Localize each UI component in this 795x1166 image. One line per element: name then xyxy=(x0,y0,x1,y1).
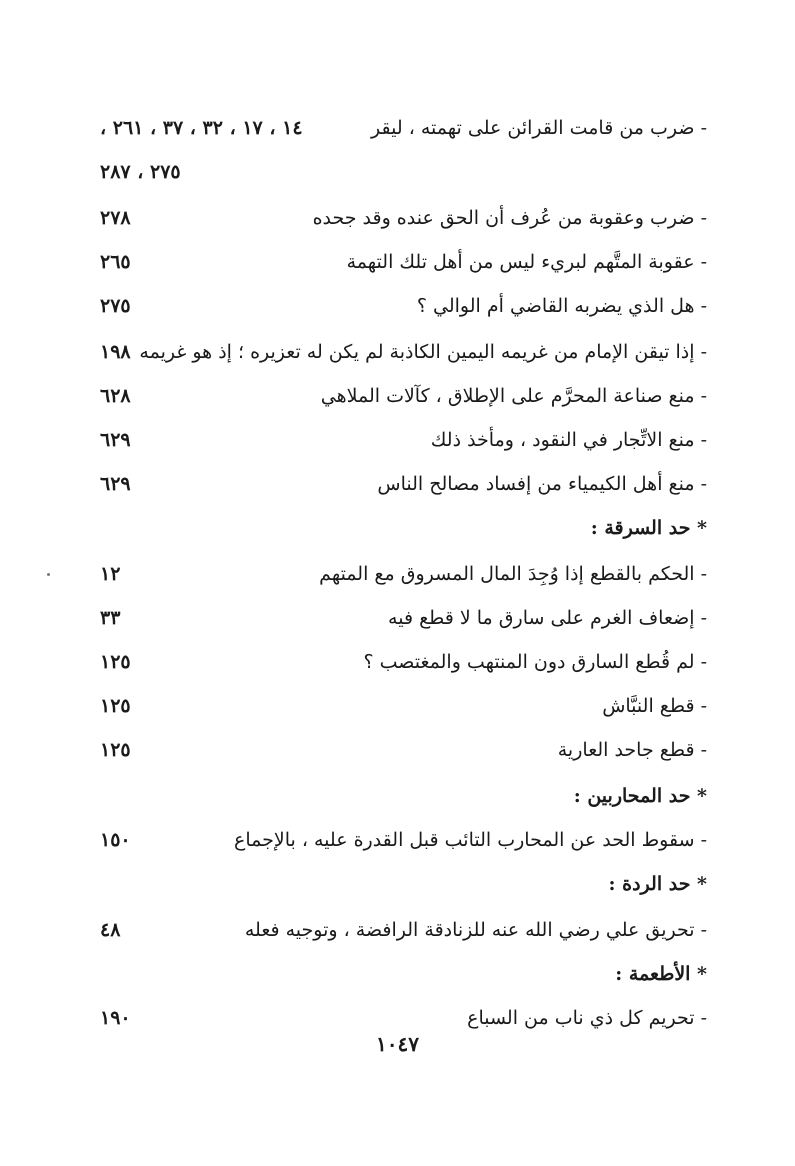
index-entry-row xyxy=(0,242,795,282)
index-entry-row xyxy=(0,642,795,682)
section-heading-row xyxy=(0,508,795,548)
entry-text: - منع صناعة المحرَّم على الإطلاق ، كآلات الملاهي xyxy=(320,385,707,407)
entry-text: - منع الاتِّجار في النقود ، ومأخذ ذلك xyxy=(430,429,707,451)
page-references: ١٥٠ xyxy=(100,829,131,851)
page-references: ٦٢٩ xyxy=(100,473,131,495)
page-references: ١٢ xyxy=(100,563,121,585)
page-references: ٣٣ xyxy=(100,607,121,629)
index-entry-row xyxy=(0,286,795,326)
page-references: ٢٧٥ xyxy=(100,295,131,317)
index-entry-row xyxy=(0,152,795,192)
section-heading: * حد الردة : xyxy=(608,873,707,895)
entry-text: - قطع جاحد العارية xyxy=(557,739,707,761)
entry-text: - إذا تيقن الإمام من غريمه اليمين الكاذبة لم يكن له تعزيره ؛ إذ هو غريمه xyxy=(139,341,707,363)
section-heading-row xyxy=(0,954,795,994)
section-heading-row xyxy=(0,776,795,816)
entry-text: - لم قُطع السارق دون المنتهب والمغتصب ؟ xyxy=(363,651,707,673)
index-entry-row xyxy=(0,598,795,638)
index-entry-row xyxy=(0,820,795,860)
page-references: ٦٢٩ xyxy=(100,429,131,451)
page-references: ٤٨ xyxy=(100,919,121,941)
entry-text: - ضرب من قامت القرائن على تهمته ، ليقر xyxy=(371,117,707,139)
page-references: ١٤ ، ١٧ ، ٣٢ ، ٣٧ ، ٢٦١ ، xyxy=(100,117,303,139)
entry-text: - ضرب وعقوبة من عُرف أن الحق عنده وقد جحده xyxy=(312,207,707,229)
index-entry-row xyxy=(0,420,795,460)
entry-text: - منع أهل الكيمياء من إفساد مصالح الناس xyxy=(377,473,707,495)
index-entry-row xyxy=(0,332,795,372)
section-heading: * حد السرقة : xyxy=(590,517,707,539)
page-references: ٦٢٨ xyxy=(100,385,131,407)
page-references: ١٢٥ xyxy=(100,651,131,673)
section-heading: * الأطعمة : xyxy=(615,963,707,985)
page-references: ٢٧٨ xyxy=(100,207,131,229)
index-entry-row xyxy=(0,464,795,504)
entry-text: - سقوط الحد عن المحارب التائب قبل القدرة عليه ، بالإجماع xyxy=(234,829,707,851)
entry-text: - هل الذي يضربه القاضي أم الوالي ؟ xyxy=(416,295,707,317)
index-entry-row xyxy=(0,108,795,148)
entry-text: - تحريق علي رضي الله عنه للزنادقة الرافضة ، وتوجيه فعله xyxy=(244,919,707,941)
index-entry-row xyxy=(0,376,795,416)
page-references: ١٢٥ xyxy=(100,739,131,761)
section-heading: * حد المحاربين : xyxy=(573,785,707,807)
page-references: ١٩٨ xyxy=(100,341,131,363)
page-references: ١٩٠ xyxy=(100,1007,131,1029)
index-entry-row xyxy=(0,686,795,726)
page-references: ١٢٥ xyxy=(100,695,131,717)
page-references: ٢٧٥ ، ٢٨٧ xyxy=(100,161,181,183)
section-heading-row xyxy=(0,864,795,904)
entry-text: - عقوبة المتَّهم لبريء ليس من أهل تلك التهمة xyxy=(346,251,707,273)
index-entry-row xyxy=(0,554,795,594)
entry-text: - الحكم بالقطع إذا وُجِدَ المال المسروق مع المتهم xyxy=(319,563,707,585)
page-references: ٢٦٥ xyxy=(100,251,131,273)
index-entry-row xyxy=(0,198,795,238)
index-entry-row xyxy=(0,730,795,770)
page-number: ١٠٤٧ xyxy=(376,1032,419,1056)
entry-text: - قطع النبَّاش xyxy=(602,695,707,717)
index-entry-row xyxy=(0,910,795,950)
entry-text: - تحريم كل ذي ناب من السباع xyxy=(467,1007,707,1029)
entry-text: - إضعاف الغرم على سارق ما لا قطع فيه xyxy=(388,607,707,629)
